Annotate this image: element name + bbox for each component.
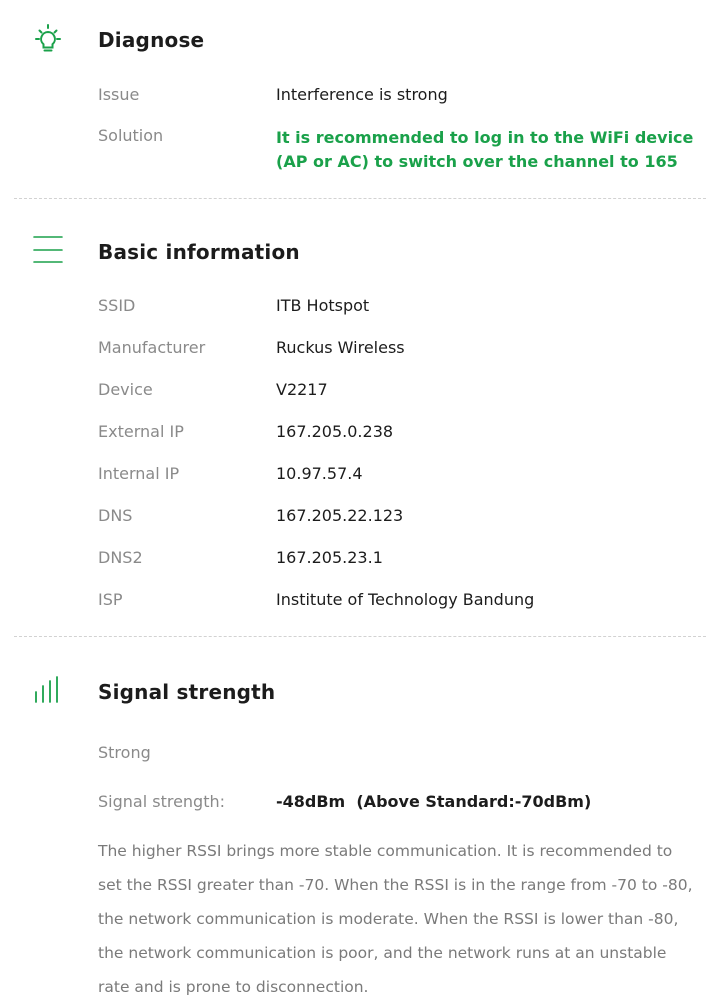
- info-value: Ruckus Wireless: [276, 338, 405, 357]
- divider: [14, 636, 706, 637]
- lightbulb-icon: [30, 22, 66, 58]
- info-value: Institute of Technology Bandung: [276, 590, 535, 609]
- info-label: DNS: [98, 506, 133, 525]
- info-label: ISP: [98, 590, 123, 609]
- signal-level: Strong: [98, 743, 151, 762]
- divider: [14, 198, 706, 199]
- signal-description: The higher RSSI brings more stable communication. It is recommended to set the RSSI greater than -70. When the RSSI is in the range from -70 to -80, the network communication is moderate. When the RSSI is lower than -80, the network communication is poor, and the network runs at an unstable rate and is prone to disconnection.: [98, 842, 693, 996]
- basic-info-title: Basic information: [98, 240, 300, 264]
- info-label: DNS2: [98, 548, 143, 567]
- info-value: ITB Hotspot: [276, 296, 370, 315]
- info-label: External IP: [98, 422, 184, 441]
- issue-value: Interference is strong: [276, 85, 448, 104]
- solution-value: It is recommended to log in to the WiFi device (AP or AC) to switch over the channel to 165: [276, 128, 694, 171]
- issue-label: Issue: [98, 85, 140, 104]
- info-value: 167.205.22.123: [276, 506, 404, 525]
- info-label: Device: [98, 380, 153, 399]
- diagnose-title: Diagnose: [98, 28, 205, 52]
- signal-strength-value: -48dBm (Above Standard:-70dBm): [276, 792, 592, 811]
- signal-bars-icon: [30, 674, 66, 710]
- info-value: 10.97.57.4: [276, 464, 363, 483]
- info-label: Internal IP: [98, 464, 180, 483]
- info-value: V2217: [276, 380, 328, 399]
- signal-strength-label: Signal strength:: [98, 792, 226, 811]
- solution-label: Solution: [98, 126, 164, 145]
- info-label: SSID: [98, 296, 136, 315]
- signal-title: Signal strength: [98, 680, 276, 704]
- info-label: Manufacturer: [98, 338, 206, 357]
- menu-lines-icon: [30, 232, 66, 268]
- info-value: 167.205.23.1: [276, 548, 383, 567]
- info-value: 167.205.0.238: [276, 422, 394, 441]
